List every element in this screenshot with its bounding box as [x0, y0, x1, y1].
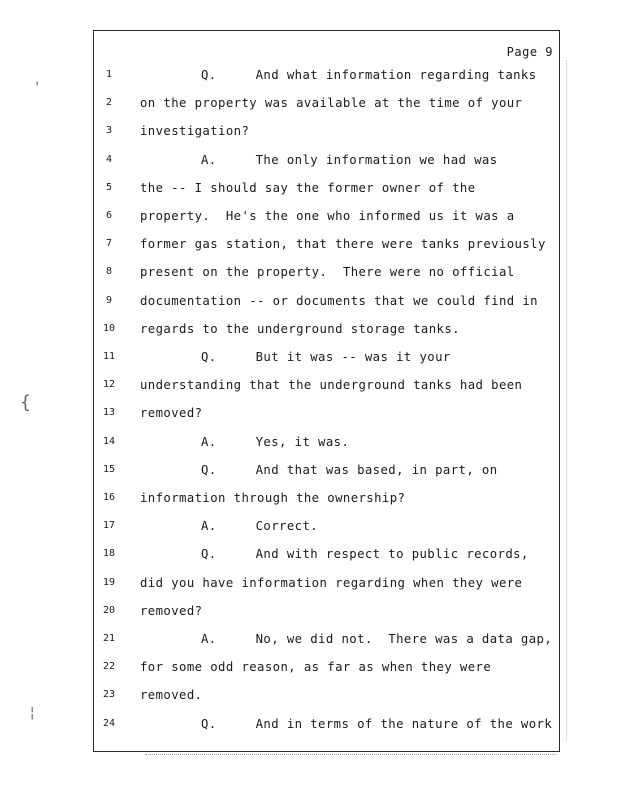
- line-text: A. The only information we had was: [201, 152, 498, 167]
- transcript-line: [94, 178, 559, 198]
- transcript-line: [94, 319, 559, 339]
- line-text: removed?: [140, 406, 203, 421]
- line-number: 19: [102, 576, 116, 588]
- transcript-line: [94, 375, 559, 395]
- line-number: 6: [105, 210, 113, 221]
- line-text: present on the property. There were no official: [140, 265, 515, 280]
- line-number: 2: [105, 97, 113, 109]
- scan-mark-bottom: ¦: [28, 705, 37, 721]
- scan-mark-top: ': [33, 80, 42, 96]
- line-text: Q. And what information regarding tanks: [201, 68, 537, 82]
- line-text: for some odd reason, as far as when they were: [140, 660, 492, 675]
- line-text: investigation?: [140, 124, 250, 139]
- line-text: Q. And that was based, in part, on: [201, 462, 498, 477]
- line-text: Q. But it was -- was it your: [201, 350, 451, 364]
- transcript-line: [94, 262, 559, 282]
- line-number: 13: [102, 407, 116, 419]
- line-number: 18: [102, 548, 116, 560]
- transcript-line: [94, 714, 559, 734]
- scan-edge-noise: [566, 60, 568, 740]
- line-text: the -- I should say the former owner of the: [140, 180, 476, 195]
- transcript-line: [94, 601, 559, 621]
- transcript-line: [94, 403, 559, 423]
- transcript-line: [94, 206, 559, 226]
- transcript-line: [94, 488, 559, 508]
- transcript-line: [94, 573, 559, 593]
- line-text: on the property was available at the time of your: [140, 96, 523, 111]
- line-number: 8: [105, 266, 113, 278]
- line-text: documentation -- or documents that we could find in: [140, 293, 538, 308]
- line-text: removed?: [140, 603, 203, 618]
- transcript-line: [94, 685, 559, 705]
- line-text: removed.: [140, 688, 203, 703]
- line-number: 17: [102, 520, 116, 532]
- line-text: information through the ownership?: [140, 491, 406, 505]
- line-number: 15: [102, 463, 116, 475]
- line-number: 7: [105, 238, 113, 250]
- transcript-page: [93, 30, 560, 752]
- transcript-line: [94, 460, 559, 480]
- transcript-lines: [94, 31, 559, 751]
- line-number: 16: [102, 492, 116, 503]
- scan-bottom-noise: [145, 754, 555, 757]
- line-number: 20: [102, 604, 116, 616]
- line-text: Q. And with respect to public records,: [201, 547, 529, 562]
- transcript-line: [94, 65, 559, 85]
- transcript-line: [94, 629, 559, 649]
- line-text: understanding that the underground tanks had been: [140, 378, 523, 393]
- line-text: former gas station, that there were tanks previously: [140, 237, 546, 252]
- line-number: 1: [105, 69, 113, 80]
- transcript-line: [94, 234, 559, 254]
- line-text: A. No, we did not. There was a data gap,: [201, 632, 553, 646]
- transcript-line: [94, 544, 559, 564]
- line-number: 21: [102, 633, 116, 644]
- transcript-line: [94, 516, 559, 536]
- line-text: Q. And in terms of the nature of the work: [201, 716, 553, 731]
- line-text: A. Correct.: [201, 519, 319, 534]
- transcript-line: [94, 121, 559, 141]
- line-number: 23: [102, 689, 116, 701]
- transcript-line: [94, 347, 559, 367]
- line-number: 5: [105, 181, 113, 193]
- line-number: 14: [102, 435, 116, 447]
- line-number: 9: [105, 294, 113, 306]
- line-text: A. Yes, it was.: [201, 434, 350, 449]
- scan-mark-middle: {: [20, 392, 31, 413]
- line-number: 12: [102, 379, 116, 391]
- page-number: Page 9: [506, 45, 553, 59]
- line-number: 22: [102, 661, 116, 673]
- line-text: regards to the underground storage tanks.: [140, 321, 460, 336]
- line-number: 3: [105, 125, 113, 137]
- line-number: 11: [102, 351, 116, 362]
- transcript-line: [94, 93, 559, 113]
- line-number: 10: [102, 322, 116, 334]
- transcript-line: [94, 657, 559, 677]
- line-text: property. He's the one who informed us it was a: [140, 209, 515, 223]
- line-text: did you have information regarding when they were: [140, 575, 523, 590]
- transcript-line: [94, 291, 559, 311]
- transcript-line: [94, 432, 559, 452]
- line-number: 4: [105, 153, 113, 165]
- transcript-line: [94, 150, 559, 170]
- line-number: 24: [102, 717, 116, 729]
